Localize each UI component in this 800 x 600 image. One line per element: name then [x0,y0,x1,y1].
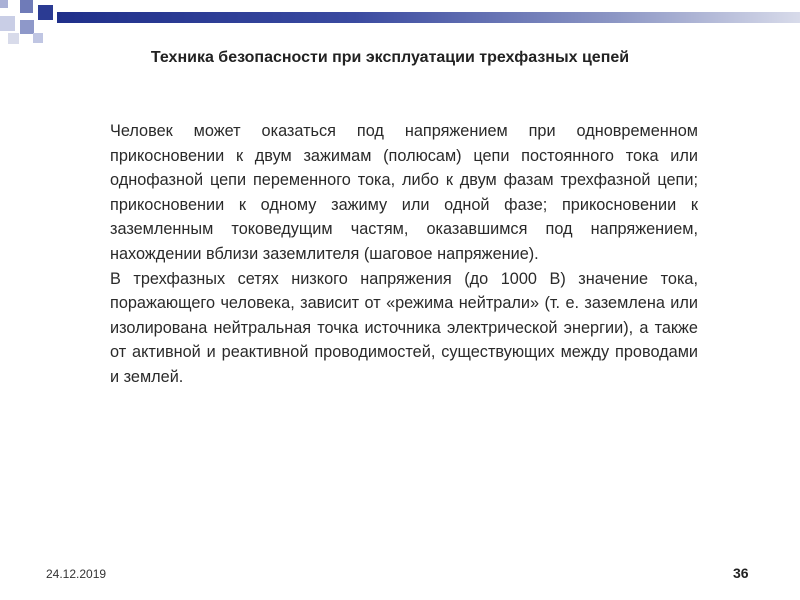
header-bar [57,12,800,23]
deco-square [0,0,8,8]
decorative-header [0,0,800,50]
deco-square [20,20,34,34]
deco-square [33,33,43,43]
deco-square [0,16,15,31]
page-number: 36 [733,565,749,581]
paragraph: Человек может оказаться под напряжением при одновременном прикосновении к двум зажимам (полюсам) цепи постоянного тока или однофазной цепи переменного тока, либо к двум фазам трехфазной цепи; прикосновении к одному зажиму или одной фазе; прикосновении к заземленным токоведущим частям, оказавшимся под напряжением, нахождении вблизи заземлителя (шаговое напряжение). [110,122,698,263]
deco-square [8,33,19,44]
body-text [110,119,698,390]
deco-square [38,5,53,20]
deco-square [20,0,33,13]
paragraph: В трехфазных сетях низкого напряжения (до 1000 В) значение тока, поражающего человека, зависит от «режима нейтрали» (т. е. заземлена или изолирована нейтральная точка источника электрической энергии), а также от активной и реактивной проводимостей, существующих между проводами и землей. [110,269,698,386]
page-title: Техника безопасности при эксплуатации трехфазных цепей [150,49,630,66]
slide-date: 24.12.2019 [46,567,107,581]
